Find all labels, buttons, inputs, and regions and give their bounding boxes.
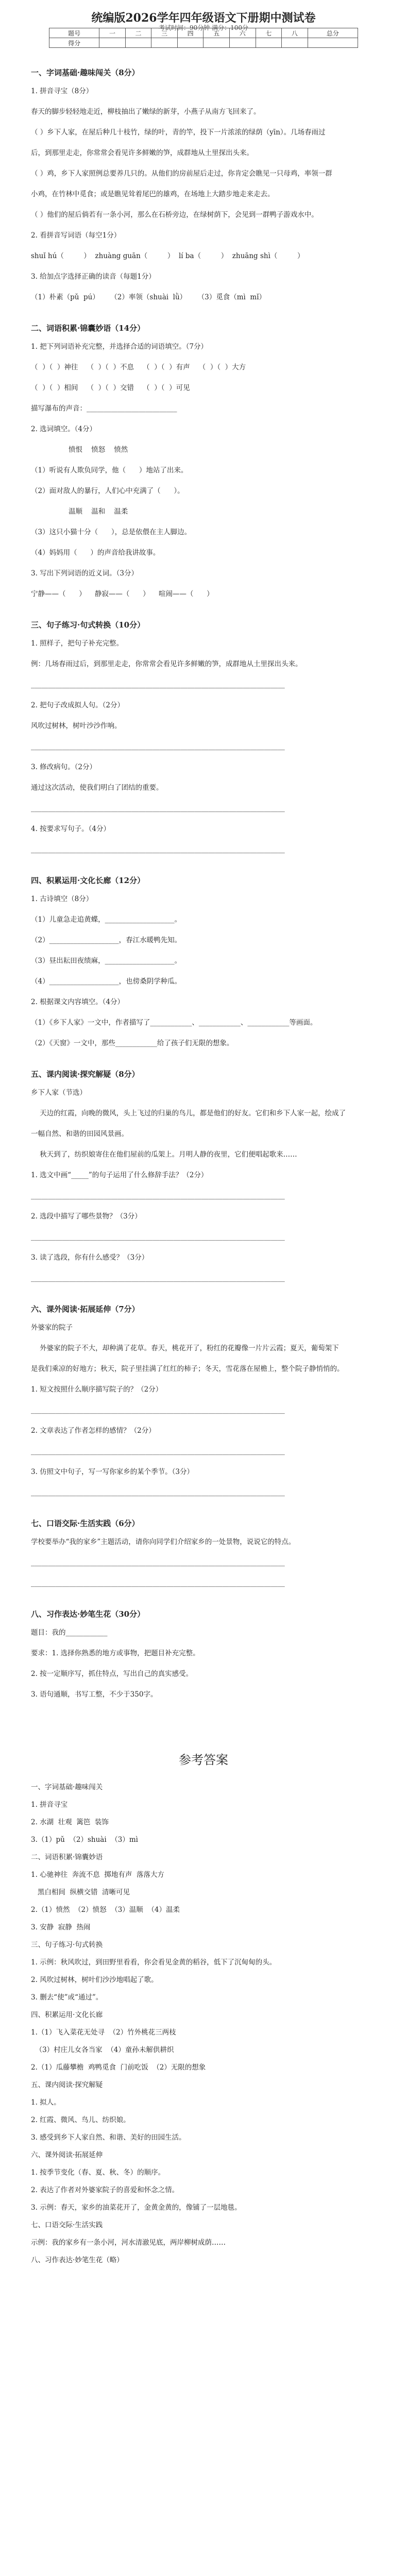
question-line: 风吹过树林，树叶沙沙作响。 [31, 722, 122, 730]
question-line: （ ）乡下人家，在屋后种几十枝竹，绿的叶，青的竿，投下一片浓浓的绿荫（yīn）。几场春雨过 [31, 128, 326, 137]
question-line: 一幅自然、和谐的田园风景画。 [31, 1130, 128, 1138]
question-line: _________________________________________________________________________ [31, 1558, 285, 1567]
score-cell: 二 [125, 28, 151, 38]
question-line: 小鸡，在竹林中觅食；或是瞧见耸着尾巴的雄鸡，在场地上大踏步地走来走去。 [31, 190, 275, 198]
question-line: _________________________________________________________________________ [31, 1192, 285, 1200]
question-line: _________________________________________________________________________ [31, 681, 285, 689]
question-line: 1. 选文中画“_____”的句子运用了什么修辞手法？（2分） [31, 1171, 208, 1179]
question-line: shuǐ hú（ ） zhuàng guān（ ） lí ba（ ） zhuāng shì（ ） [31, 252, 304, 260]
question-line: 学校要举办“我的家乡”主题活动，请你向同学们介绍家乡的一处景物，说说它的特点。 [31, 1538, 296, 1546]
score-cell: 八 [282, 28, 308, 38]
score-cell [99, 38, 126, 48]
score-cell [204, 38, 230, 48]
question-line: _________________________________________________________________________ [31, 845, 285, 854]
question-line: 后，到那里走走，你常常会看见许多鲜嫩的笋，成群地从土里探出头来。 [31, 149, 253, 157]
answer-line: 示例：我的家乡有一条小河，河水清澈见底，两岸柳树成荫…… [31, 2239, 226, 2247]
question-line: 1. 照样子，把句子补充完整。 [31, 639, 124, 648]
question-line: 1. 古诗填空（8分） [31, 895, 93, 903]
question-line: 题目：我的____________ [31, 1629, 108, 1637]
question-line: 3. 读了选段，你有什么感受？（3分） [31, 1253, 149, 1262]
question-line: 描写瀑布的声音：__________________________ [31, 404, 177, 413]
answer-line: 2. 红霞、微风、鸟儿、纺织娘。 [31, 2116, 130, 2124]
answer-line: 1. 示例：秋风吹过，到田野里看看，你会看见金黄的稻谷，低下了沉甸甸的头。 [31, 1958, 277, 1967]
question-line: _________________________________________________________________________ [31, 1233, 285, 1241]
question-line: 1. 把下列词语补充完整，并选择合适的词语填空。（7分） [31, 343, 208, 351]
question-line: 3. 仿照文中句子，写一写你家乡的某个季节。（3分） [31, 1468, 194, 1476]
answer-line: 五、课内阅读·探究解疑 [31, 2081, 103, 2089]
question-line: _________________________________________________________________________ [31, 1406, 285, 1414]
question-line: 宁静——（ ） 静寂——（ ） 喧闹——（ ） [31, 590, 214, 598]
question-line: 外婆家的院子 [31, 1324, 73, 1332]
answer-line: 2. 风吹过树林，树叶们沙沙地唱起了歌。 [31, 1976, 158, 1984]
question-line: 2. 文章表达了作者怎样的感情？（2分） [31, 1427, 156, 1435]
question-line: 3. 写出下列词语的近义词。（3分） [31, 569, 139, 578]
question-line: 愤恨 愤怒 愤然 [31, 446, 128, 454]
question-line: 2. 把句子改成拟人句。（2分） [31, 701, 125, 709]
question-line: 2. 选词填空。（4分） [31, 425, 97, 433]
section-heading: 二、词语积累·锦囊妙语（14分） [31, 324, 145, 333]
score-cell: 五 [204, 28, 230, 38]
answer-line: 3. 示例：春天，家乡的油菜花开了，金黄金黄的，像铺了一层地毯。 [31, 2204, 242, 2212]
question-line: 外婆家的院子不大，却种满了花草。春天，桃花开了，粉红的花瓣像一片片云霞；夏天，葡萄架下 [31, 1344, 339, 1352]
question-line: （ ）（ ）神往 （ ）（ ）不息 （ ）（ ）有声 （ ）（ ）大方 [31, 363, 246, 371]
score-cell: 六 [230, 28, 256, 38]
answer-line: 三、句子练习·句式转换 [31, 1941, 103, 1949]
question-line: 例：几场春雨过后，到那里走走，你常常会看见许多鲜嫩的笋，成群地从土里探出头来。 [31, 660, 302, 668]
question-line: 2. 按一定顺序写，抓住特点，写出自己的真实感受。 [31, 1670, 193, 1678]
question-line: 4. 按要求写句子。（4分） [31, 825, 111, 833]
section-heading: 七、口语交际·生活实践（6分） [31, 1519, 140, 1528]
answer-line: 2. 表达了作者对外婆家院子的喜爱和怀念之情。 [31, 2186, 179, 2194]
question-line: 3. 给加点字选择正确的读音（每题1分） [31, 273, 156, 281]
question-line: _________________________________________________________________________ [31, 804, 285, 812]
question-line: （4）____________________，也傍桑阴学种瓜。 [31, 977, 182, 986]
score-cell [230, 38, 256, 48]
question-line: _________________________________________________________________________ [31, 1447, 285, 1455]
answer-line: 3. 删去“使”或“通过”。 [31, 1993, 103, 2002]
answer-line: 2.（1）瓜藤攀檐 鸡鸭觅食 门前吃饭 （2）无限的想象 [31, 2063, 206, 2072]
question-line: （2）面对敌人的暴行，人们心中充满了（ ）。 [31, 487, 184, 495]
score-table [49, 28, 358, 48]
score-cell: 题号 [49, 28, 99, 38]
answer-line: 七、口语交际·生活实践 [31, 2221, 103, 2229]
score-cell: 三 [151, 28, 178, 38]
answer-line: 六、课外阅读·拓展延伸 [31, 2151, 103, 2159]
question-line: （1）朴素（pǔ pú） （2）率领（shuài lǜ） （3）觅食（mì mǐ） [31, 293, 266, 301]
answer-line: 黑白相间 纵横交错 清晰可见 [31, 1888, 130, 1896]
question-line: 3. 语句通顺，书写工整，不少于350字。 [31, 1690, 158, 1699]
section-heading: 三、句子练习·句式转换（10分） [31, 620, 145, 630]
question-line: 春天的脚步轻轻地走近，柳枝抽出了嫩绿的新芽，小燕子从南方飞回来了。 [31, 108, 261, 116]
score-cell: 得分 [49, 38, 99, 48]
question-line: （1）《乡下人家》一文中，作者描写了____________、____________、____________等画面。 [31, 1019, 317, 1027]
question-line: 温顺 温和 温柔 [31, 507, 128, 516]
question-line: （1）儿童急走追黄蝶，____________________。 [31, 916, 182, 924]
score-table-header-row [49, 28, 358, 38]
answer-line: 3. 安静 寂静 热闹 [31, 1923, 91, 1931]
answer-line: 四、积累运用·文化长廊 [31, 2011, 103, 2019]
question-line: 1. 拼音寻宝（8分） [31, 87, 93, 95]
question-line: _________________________________________________________________________ [31, 1488, 285, 1497]
question-line: _________________________________________________________________________ [31, 742, 285, 751]
question-line: 2. 选段中描写了哪些景物？（3分） [31, 1212, 142, 1221]
answer-line: 八、习作表达·妙笔生花（略） [31, 2256, 124, 2264]
question-line: （ ）鸡，乡下人家照例总要养几只的。从他们的房前屋后走过，你肯定会瞧见一只母鸡，率领一群 [31, 170, 332, 178]
question-line: （ ）（ ）相间 （ ）（ ）交错 （ ）（ ）可见 [31, 384, 190, 392]
question-line: 2. 看拼音写词语（每空1分） [31, 231, 121, 240]
answer-line: （3）村庄儿女各当家 （4）童孙未解供耕织 [31, 2046, 174, 2054]
question-line: 2. 根据课文内容填空。（4分） [31, 998, 125, 1006]
answer-line: 1. 拼音寻宝 [31, 1801, 68, 1809]
answer-line: 1. 心驰神往 奔流不息 掷地有声 落落大方 [31, 1871, 164, 1879]
question-line: （4）妈妈用（ ）的声音给我讲故事。 [31, 549, 160, 557]
score-cell [308, 38, 358, 48]
answer-line: 1.（1）飞入菜花无处寻 （2）竹外桃花三两枝 [31, 2028, 176, 2037]
answer-title: 参考答案 [179, 1753, 228, 1767]
question-line: 通过这次活动，使我们明白了团结的重要。 [31, 784, 163, 792]
section-heading: 一、字词基础·趣味闯关（8分） [31, 68, 140, 77]
score-cell [282, 38, 308, 48]
section-heading: 八、习作表达·妙笔生花（30分） [31, 1609, 145, 1619]
section-heading: 五、课内阅读·探究解疑（8分） [31, 1070, 140, 1079]
question-line: 秋天到了，纺织娘寄住在他们屋前的瓜架上。月明人静的夜里，它们便唱起歌来…… [31, 1150, 297, 1159]
answer-line: 2. 水湖 壮观 篱笆 装饰 [31, 1818, 109, 1826]
question-line: （1）听说有人欺负同学，他（ ）地站了出来。 [31, 466, 188, 474]
question-line: （2）《天窗》一文中，那些____________给了孩子们无限的想象。 [31, 1039, 234, 1047]
question-line: 1. 短文按照什么顺序描写院子的？（2分） [31, 1385, 163, 1394]
answer-line: 3.（1）pǔ （2）shuài （3）mì [31, 1836, 138, 1844]
question-line: 乡下人家（节选） [31, 1089, 87, 1097]
answer-line: 1. 按季节变化（春、夏、秋、冬）的顺序。 [31, 2168, 165, 2177]
question-line: _________________________________________________________________________ [31, 1274, 285, 1282]
answer-line: 3. 感受到乡下人家自然、和谐、美好的田园生活。 [31, 2133, 186, 2142]
question-line: （ ）他们的屋后倘若有一条小河，那么在石桥旁边，在绿树荫下，会见到一群鸭子游戏水中。 [31, 211, 318, 219]
score-cell [177, 38, 204, 48]
score-cell: 一 [99, 28, 126, 38]
answer-line: 一、字词基础·趣味闯关 [31, 1783, 103, 1791]
question-line: 要求：1. 选择你熟悉的地方或事物，把题目补充完整。 [31, 1649, 200, 1657]
section-heading: 四、积累运用·文化长廊（12分） [31, 876, 145, 885]
score-cell: 七 [256, 28, 282, 38]
question-line: （2）____________________，春江水暖鸭先知。 [31, 936, 182, 944]
question-line: （3）昼出耘田夜绩麻，____________________。 [31, 957, 182, 965]
question-line: _________________________________________________________________________ [31, 1579, 285, 1587]
question-line: （3）这只小猫十分（ ），总是依偎在主人脚边。 [31, 528, 192, 536]
question-line: 是我们乘凉的好地方；秋天，院子里挂满了红红的柿子；冬天，雪花落在屋檐上，整个院子静悄悄的。 [31, 1365, 344, 1373]
page-title: 统编版2026学年四年级语文下册期中测试卷 [91, 11, 316, 25]
question-line: 天边的红霞，向晚的微风，头上飞过的归巢的鸟儿，都是他们的好友。它们和乡下人家一起，绘成了 [31, 1109, 346, 1117]
score-cell: 总分 [308, 28, 358, 38]
answer-line: 1. 拟人。 [31, 2098, 61, 2107]
question-line: 3. 修改病句。（2分） [31, 763, 97, 771]
score-cell [125, 38, 151, 48]
score-cell [256, 38, 282, 48]
section-heading: 六、课外阅读·拓展延伸（7分） [31, 1304, 140, 1314]
exam-body [31, 56, 381, 1708]
answer-line: 二、词语积累·锦囊妙语 [31, 1853, 103, 1861]
score-cell [151, 38, 178, 48]
answer-line: 2.（1）愤然 （2）愤怒 （3）温顺 （4）温柔 [31, 1906, 180, 1914]
score-cell: 四 [177, 28, 204, 38]
score-table-score-row [49, 38, 358, 48]
page-subtitle: 考试时间：90分钟 满分：100分 [159, 24, 248, 31]
